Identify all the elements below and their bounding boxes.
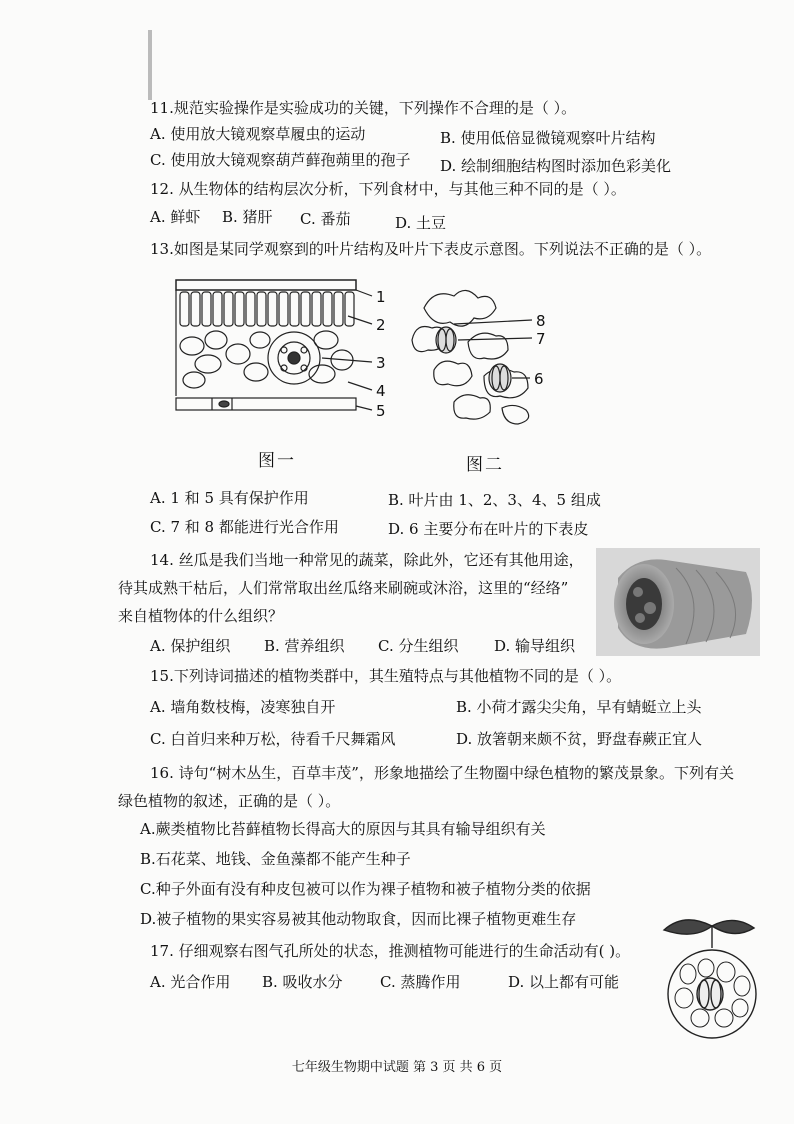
q17-stem: 17. 仔细观察右图气孔所处的状态，推测植物可能进行的生命活动有( )。	[150, 942, 631, 960]
q13-stem: 13.如图是某同学观察到的叶片结构及叶片下表皮示意图。下列说法不正确的是（ ）。	[150, 240, 712, 258]
lower-epidermis-figure	[404, 278, 564, 428]
fig1-label-1: 1	[376, 288, 386, 306]
q16-line-1: 16. 诗句“树木丛生，百草丰茂”，形象地描绘了生物圈中绿色植物的繁茂景象。下列有关	[150, 764, 734, 782]
q11-option-b: B. 使用低倍显微镜观察叶片结构	[440, 129, 656, 147]
q17-option-a: A. 光合作用	[150, 973, 231, 991]
q13-option-a: A. 1 和 5 具有保护作用	[150, 489, 309, 507]
q13-option-b: B. 叶片由 1、2、3、4、5 组成	[388, 491, 601, 509]
page-footer: 七年级生物期中试题 第 3 页 共 6 页	[291, 1060, 503, 1075]
q12-option-c: C. 番茄	[300, 210, 351, 228]
q14-option-b: B. 营养组织	[264, 637, 345, 655]
q11-option-d: D. 绘制细胞结构图时添加色彩美化	[440, 157, 672, 175]
stoma-open	[697, 978, 723, 1010]
q14-option-c: C. 分生组织	[378, 637, 459, 655]
q12-option-b: B. 猪肝	[222, 208, 273, 226]
q17-option-c: C. 蒸腾作用	[380, 973, 461, 991]
q14-option-d: D. 输导组织	[494, 637, 576, 655]
fig1-label-5: 5	[376, 402, 386, 420]
fig1-label-3: 3	[376, 354, 386, 372]
q12-option-d: D. 土豆	[395, 214, 447, 232]
q11-stem: 11.规范实验操作是实验成功的关键，下列操作不合理的是（ ）。	[150, 99, 577, 117]
fig2-caption: 图二	[466, 455, 504, 475]
q15-option-b: B. 小荷才露尖尖角，早有蜻蜓立上头	[456, 698, 702, 716]
fig2-label-6: 6	[534, 370, 544, 388]
q16-line-2: 绿色植物的叙述，正确的是（ ）。	[118, 792, 341, 810]
q16-option-c: C.种子外面有没有种皮包被可以作为裸子植物和被子植物分类的依据	[140, 880, 591, 898]
q17-option-d: D. 以上都有可能	[508, 973, 620, 991]
fig1-label-2: 2	[376, 316, 386, 334]
q15-option-c: C. 白首归来种万松，待看千尺舞霜风	[150, 730, 396, 748]
q13-option-c: C. 7 和 8 都能进行光合作用	[150, 518, 339, 536]
q17-option-b: B. 吸收水分	[262, 973, 343, 991]
fig2-label-7: 7	[536, 330, 546, 348]
binding-mark	[148, 30, 152, 100]
q15-option-d: D. 放箸朝来颇不贫，野盘春蕨正宜人	[456, 730, 703, 748]
q15-option-a: A. 墙角数枝梅，凌寒独自开	[150, 698, 336, 716]
palisade-cells	[180, 292, 354, 326]
q12-option-a: A. 鲜虾	[150, 208, 201, 226]
loofah-photo	[596, 548, 760, 656]
q14-option-a: A. 保护组织	[150, 637, 231, 655]
q14-line-2: 待其成熟干枯后，人们常常取出丝瓜络来刷碗或沐浴，这里的“经络”	[118, 579, 569, 597]
q11-option-c: C. 使用放大镜观察葫芦藓孢蒴里的孢子	[150, 151, 411, 169]
q14-line-3: 来自植物体的什么组织？	[118, 607, 284, 625]
fig2-label-8: 8	[536, 312, 546, 330]
q16-option-d: D.被子植物的果实容易被其他动物取食，因而比裸子植物更难生存	[140, 910, 577, 928]
stoma-state-figure	[654, 910, 764, 1040]
q16-option-b: B.石花菜、地钱、金鱼藻都不能产生种子	[140, 850, 411, 868]
q15-stem: 15.下列诗词描述的植物类群中，其生殖特点与其他植物不同的是（ ）。	[150, 667, 622, 685]
q12-stem: 12. 从生物体的结构层次分析，下列食材中，与其他三种不同的是（ ）。	[150, 180, 626, 198]
stoma-lower	[489, 364, 511, 392]
q11-option-a: A. 使用放大镜观察草履虫的运动	[150, 125, 366, 143]
q14-line-1: 14. 丝瓜是我们当地一种常见的蔬菜，除此外，它还有其他用途，	[150, 551, 584, 569]
stoma-upper	[436, 327, 456, 353]
q16-option-a: A.蕨类植物比苔藓植物长得高大的原因与其具有输导组织有关	[140, 820, 546, 838]
fig1-caption: 图一	[258, 451, 296, 471]
fig1-label-4: 4	[376, 382, 386, 400]
leaf-cross-section-figure	[172, 276, 394, 424]
q13-option-d: D. 6 主要分布在叶片的下表皮	[388, 520, 589, 538]
